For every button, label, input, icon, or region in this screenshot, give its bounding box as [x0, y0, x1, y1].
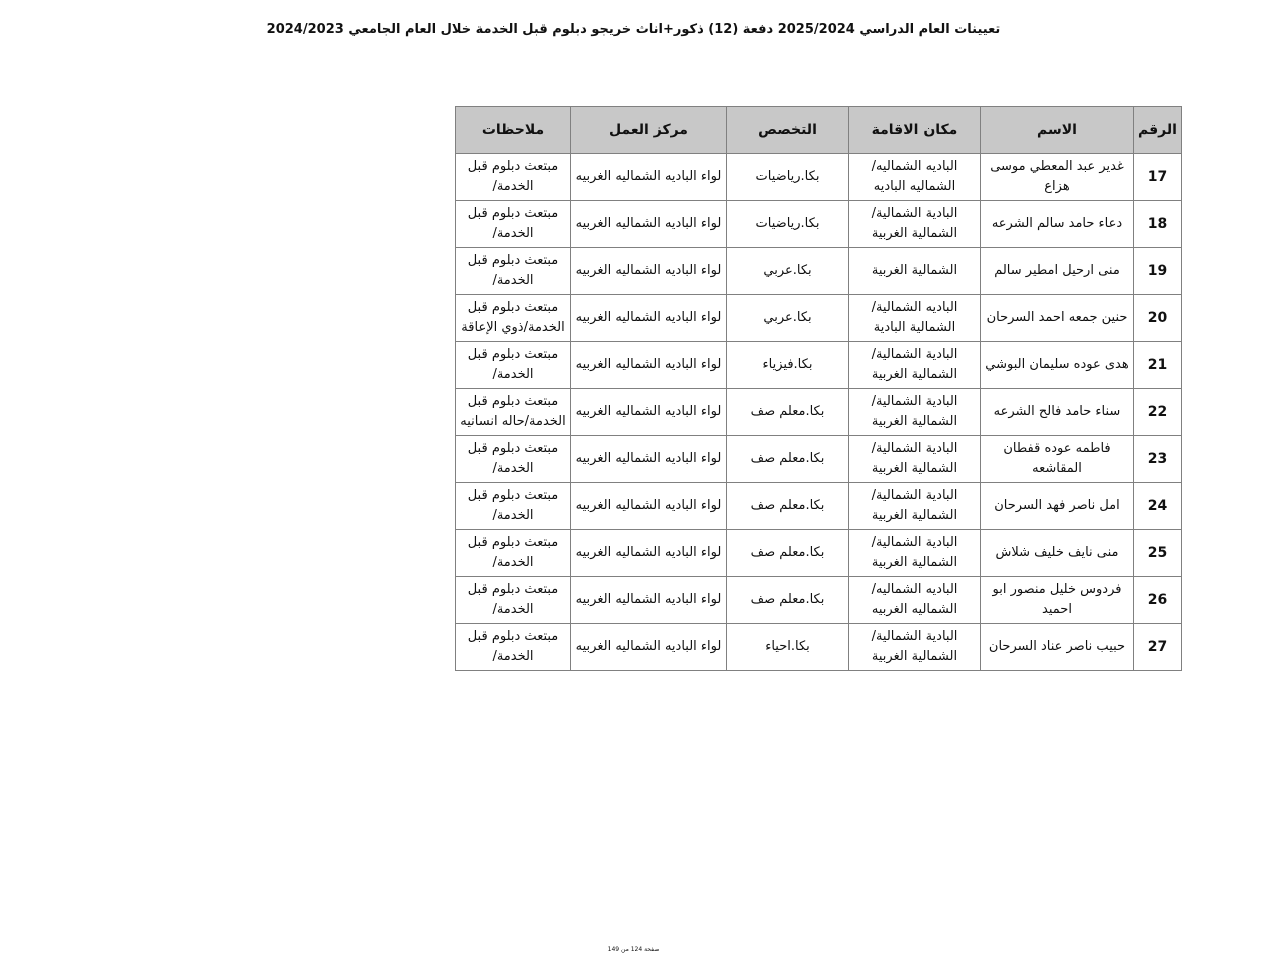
cell-specialization: بكا.معلم صف [727, 436, 849, 483]
table-row [456, 342, 1182, 389]
cell-name: منى ارحيل امطير سالم [981, 248, 1134, 295]
table-row [456, 624, 1182, 671]
header-work-center: مركز العمل [571, 107, 727, 154]
residence-text: البادية الشمالية/الشمالية الغربية [871, 488, 958, 523]
cell-specialization: بكا.معلم صف [727, 483, 849, 530]
header-name: الاسم [981, 107, 1134, 154]
cell-number: 23 [1134, 436, 1182, 483]
cell-work-center: لواء الباديه الشماليه الغربيه [571, 342, 727, 389]
cell-specialization: بكا.رياضيات [727, 201, 849, 248]
header-number: الرقم [1134, 107, 1182, 154]
cell-residence [849, 154, 981, 201]
cell-work-center: لواء الباديه الشماليه الغربيه [571, 201, 727, 248]
cell-number: 24 [1134, 483, 1182, 530]
residence-text: البادية الشمالية/الشمالية الغربية [871, 629, 958, 664]
cell-number: 19 [1134, 248, 1182, 295]
table-row [456, 295, 1182, 342]
cell-specialization: بكا.معلم صف [727, 530, 849, 577]
cell-residence [849, 577, 981, 624]
cell-residence [849, 483, 981, 530]
table-row [456, 248, 1182, 295]
cell-number: 26 [1134, 577, 1182, 624]
cell-number: 20 [1134, 295, 1182, 342]
cell-work-center: لواء الباديه الشماليه الغربيه [571, 577, 727, 624]
cell-work-center: لواء الباديه الشماليه الغربيه [571, 624, 727, 671]
cell-specialization: بكا.عربي [727, 248, 849, 295]
cell-specialization: بكا.فيزياء [727, 342, 849, 389]
table-row [456, 530, 1182, 577]
cell-notes: مبتعث دبلوم قبل الخدمة/حاله انسانيه [456, 389, 571, 436]
cell-name: فاطمه عوده قفطان المقاشعه [981, 436, 1134, 483]
cell-notes: مبتعث دبلوم قبل الخدمة/ [456, 248, 571, 295]
cell-name: امل ناصر فهد السرحان [981, 483, 1134, 530]
cell-number: 21 [1134, 342, 1182, 389]
cell-residence [849, 295, 981, 342]
cell-number: 18 [1134, 201, 1182, 248]
cell-work-center: لواء الباديه الشماليه الغربيه [571, 389, 727, 436]
cell-notes: مبتعث دبلوم قبل الخدمة/ [456, 201, 571, 248]
cell-residence [849, 624, 981, 671]
residence-text: البادية الشمالية/الشمالية الغربية [871, 206, 958, 241]
appointments-table [455, 106, 1182, 671]
cell-residence [849, 389, 981, 436]
residence-text: الباديه الشماليه/الشماليه الباديه [871, 159, 958, 194]
header-notes: ملاحظات [456, 107, 571, 154]
header-residence: مكان الاقامة [849, 107, 981, 154]
table-row [456, 389, 1182, 436]
residence-text: الباديه الشمالية/الشمالية البادية [871, 300, 958, 335]
table-header-row [456, 107, 1182, 154]
table-row [456, 201, 1182, 248]
cell-residence [849, 530, 981, 577]
cell-notes: مبتعث دبلوم قبل الخدمة/ذوي الإعاقة [456, 295, 571, 342]
cell-work-center: لواء الباديه الشماليه الغربيه [571, 295, 727, 342]
residence-text: البادية الشمالية/الشمالية الغربية [871, 535, 958, 570]
cell-notes: مبتعث دبلوم قبل الخدمة/ [456, 624, 571, 671]
cell-specialization: بكا.عربي [727, 295, 849, 342]
cell-specialization: بكا.احياء [727, 624, 849, 671]
cell-name: حنين جمعه احمد السرحان [981, 295, 1134, 342]
cell-work-center: لواء الباديه الشماليه الغربيه [571, 530, 727, 577]
table-row [456, 483, 1182, 530]
cell-notes: مبتعث دبلوم قبل الخدمة/ [456, 436, 571, 483]
cell-notes: مبتعث دبلوم قبل الخدمة/ [456, 530, 571, 577]
cell-notes: مبتعث دبلوم قبل الخدمة/ [456, 342, 571, 389]
cell-name: حبيب ناصر عناد السرحان [981, 624, 1134, 671]
residence-text: البادية الشمالية/الشمالية الغربية [871, 441, 958, 476]
cell-number: 25 [1134, 530, 1182, 577]
cell-number: 22 [1134, 389, 1182, 436]
residence-text: البادية الشمالية/الشمالية الغربية [871, 394, 958, 429]
cell-number: 27 [1134, 624, 1182, 671]
table-row [456, 154, 1182, 201]
cell-name: سناء حامد فالح الشرعه [981, 389, 1134, 436]
cell-notes: مبتعث دبلوم قبل الخدمة/ [456, 154, 571, 201]
cell-work-center: لواء الباديه الشماليه الغربيه [571, 436, 727, 483]
page-title: تعيينات العام الدراسي 2025/2024 دفعة (12) ذكور+اناث خريجو دبلوم قبل الخدمة خلال العام الجامعي 2024/2023 [266, 22, 1001, 37]
residence-text: الباديه الشماليه/الشماليه الغربيه [871, 582, 958, 617]
cell-work-center: لواء الباديه الشماليه الغربيه [571, 248, 727, 295]
cell-residence [849, 248, 981, 295]
cell-specialization: بكا.رياضيات [727, 154, 849, 201]
header-specialization: التخصص [727, 107, 849, 154]
cell-work-center: لواء الباديه الشماليه الغربيه [571, 483, 727, 530]
table-row [456, 436, 1182, 483]
cell-name: منى نايف خليف شلاش [981, 530, 1134, 577]
cell-notes: مبتعث دبلوم قبل الخدمة/ [456, 577, 571, 624]
table-row [456, 577, 1182, 624]
cell-name: فردوس خليل منصور ابو احميد [981, 577, 1134, 624]
cell-name: دعاء حامد سالم الشرعه [981, 201, 1134, 248]
cell-residence [849, 436, 981, 483]
residence-text: البادية الشمالية/الشمالية الغربية [871, 347, 958, 382]
page-footer: صفحة 124 من 149 [607, 946, 660, 953]
cell-residence [849, 201, 981, 248]
cell-name: غدير عبد المعطي موسى هزاع [981, 154, 1134, 201]
cell-work-center: لواء الباديه الشماليه الغربيه [571, 154, 727, 201]
cell-name: هدى عوده سليمان البوشي [981, 342, 1134, 389]
cell-residence [849, 342, 981, 389]
cell-notes: مبتعث دبلوم قبل الخدمة/ [456, 483, 571, 530]
residence-text: الشمالية الغربية [871, 263, 958, 278]
cell-specialization: بكا.معلم صف [727, 577, 849, 624]
cell-specialization: بكا.معلم صف [727, 389, 849, 436]
cell-number: 17 [1134, 154, 1182, 201]
